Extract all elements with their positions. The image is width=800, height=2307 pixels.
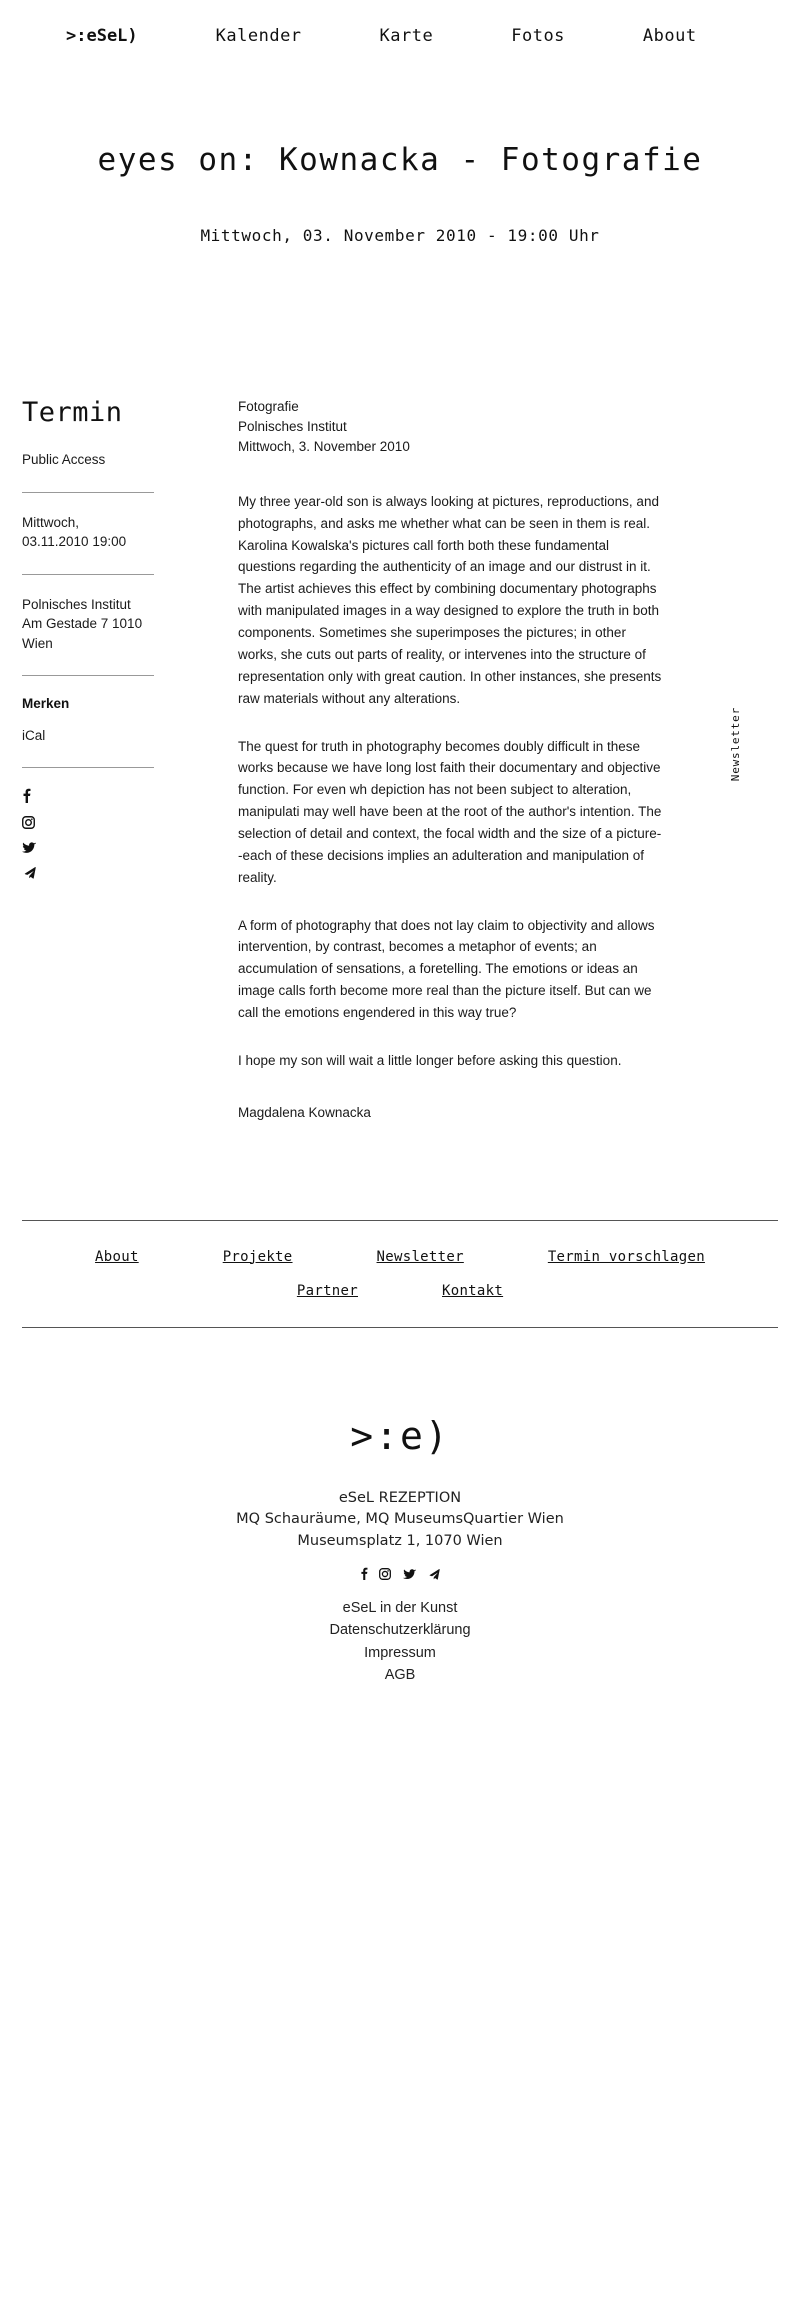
description-paragraph: My three year-old son is always looking at pictures, reproductions, and photographs, and asks me whether what can be seen in them is real. Karolina Kowalska's pictures call forth both these fundamental questions regarding the authenticity of an image and our distrust in it. The artist achieves this effect by combining documentary photographs with manipulated images in a way designed to explore the truth in both components. Sometimes she superimposes the pictures; in other works, she cuts out parts of reality, or intervenes into the structure of representation only with great caution. In other instances, she presents raw materials without any alterations. (238, 493, 662, 706)
meta-venue: Polnisches Institut (238, 418, 347, 434)
facebook-icon[interactable] (22, 788, 166, 805)
meta-category: Fotografie (238, 399, 299, 414)
merken-label: Merken (22, 696, 70, 712)
sidebar-date-line1: Mittwoch, (22, 514, 80, 530)
divider (22, 675, 154, 676)
twitter-icon[interactable] (403, 1568, 428, 1583)
footer-nav-wrapper (0, 1220, 800, 1328)
nav-item-karte[interactable]: Karte (379, 26, 434, 46)
footer-link-list (0, 1597, 800, 1687)
description-paragraph: The quest for truth in photography becomes doubly difficult in these works because we have long lost faith their documentary and objective function. For even wh depiction has not been subject to alteration, manipulati may well have been at the root of the author's intention. The selection of detail and context, the focal width and the size of a picture--each of these decisions implies an adulteration and manipulation of reality. (238, 738, 662, 885)
top-navigation (66, 0, 800, 46)
newsletter-tab[interactable]: Newsletter (729, 707, 742, 782)
event-sidebar (22, 397, 182, 881)
page-title: eyes on: Kownacka - Fotografie (97, 142, 703, 178)
venue-city: Wien (22, 635, 53, 651)
nav-item-about[interactable]: About (642, 26, 697, 46)
footer-link-termin-vorschlagen[interactable]: Termin vorschlagen (547, 1248, 705, 1265)
footer-logo: >:e) (350, 1413, 450, 1458)
footer-nav-row (22, 1249, 778, 1265)
footer-link-partner[interactable]: Partner (296, 1282, 358, 1299)
footer-link-projekte[interactable]: Projekte (222, 1248, 293, 1265)
footer-link-agb[interactable]: AGB (384, 1667, 416, 1684)
event-datetime: Mittwoch, 03. November 2010 - 19:00 Uhr (200, 226, 600, 245)
divider (22, 767, 154, 768)
nav-item-kalender[interactable]: Kalender (215, 26, 302, 46)
right-rail (702, 397, 742, 1124)
telegram-icon[interactable] (427, 1568, 440, 1583)
footer-link-datenschutz[interactable]: Datenschutzerklärung (329, 1622, 471, 1639)
twitter-icon[interactable] (22, 842, 166, 856)
divider (22, 574, 154, 575)
venue-street: Am Gestade 7 1010 (22, 616, 143, 632)
sidebar-social-links (22, 788, 166, 881)
venue-name: Polnisches Institut (22, 596, 131, 612)
sidebar-heading: Termin (22, 397, 123, 428)
footer-link-kontakt[interactable]: Kontakt (442, 1282, 504, 1299)
description-paragraph: A form of photography that does not lay claim to objectivity and allows intervention, by contrast, becomes a metaphor of events; an accumulation of sensations, a foretelling. The emotions or ideas an image calls forth become more real than the picture itself. But can we call the emotions engendered in this way true? (238, 917, 655, 1020)
description-paragraph: I hope my son will wait a little longer before asking this question. (238, 1052, 622, 1068)
meta-date: Mittwoch, 3. November 2010 (238, 438, 410, 454)
ical-link[interactable]: iCal (22, 728, 46, 744)
footer-address-line1: MQ Schauräume, MQ MuseumsQuartier Wien (236, 1511, 564, 1528)
footer-link-about[interactable]: About (95, 1248, 139, 1265)
footer-link-newsletter[interactable]: Newsletter (376, 1248, 464, 1265)
site-logo-link[interactable]: >:eSeL) (66, 26, 138, 46)
sidebar-date-line2: 03.11.2010 19:00 (22, 534, 127, 550)
telegram-icon[interactable] (22, 867, 166, 881)
site-footer (0, 1328, 800, 1687)
footer-address-line2: Museumsplatz 1, 1070 Wien (297, 1533, 503, 1550)
footer-nav-row (22, 1283, 778, 1299)
event-header (0, 142, 800, 245)
footer-link-impressum[interactable]: Impressum (364, 1644, 436, 1661)
content-area (0, 397, 800, 1124)
instagram-icon[interactable] (379, 1568, 403, 1583)
author-signature: Magdalena Kownacka (238, 1104, 371, 1120)
facebook-icon[interactable] (360, 1568, 380, 1583)
access-label: Public Access (22, 452, 106, 467)
footer-org-name: eSeL REZEPTION (338, 1489, 462, 1506)
event-description (182, 397, 702, 1124)
footer-link-esel-in-der-kunst[interactable]: eSeL in der Kunst (342, 1599, 458, 1616)
nav-item-fotos[interactable]: Fotos (511, 26, 565, 46)
instagram-icon[interactable] (22, 816, 166, 831)
footer-navigation (0, 1221, 800, 1327)
footer-social-links (0, 1567, 800, 1583)
divider (22, 492, 154, 493)
